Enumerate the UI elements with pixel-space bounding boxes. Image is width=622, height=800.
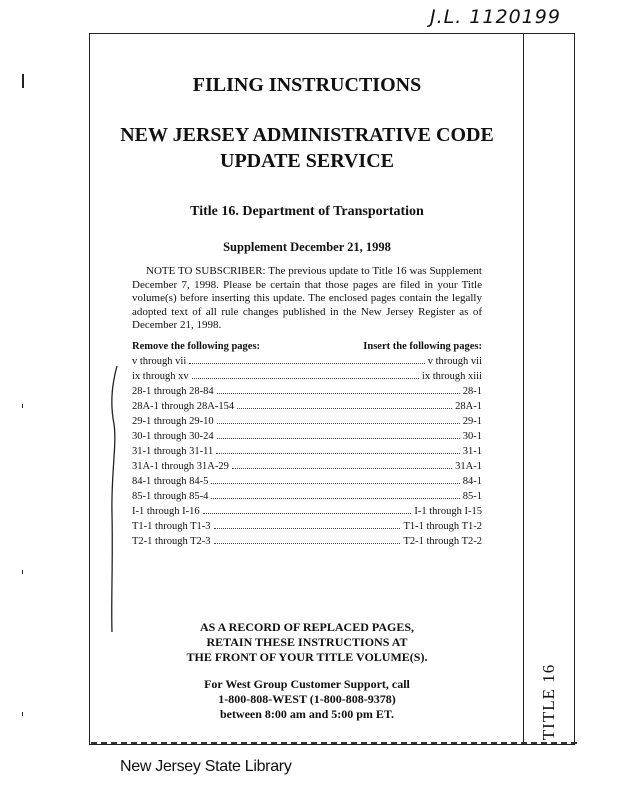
supplement-date: Supplement December 21, 1998 <box>223 240 391 254</box>
scan-speck <box>22 712 23 716</box>
dot-leader <box>203 504 412 514</box>
remove-pages: 84-1 through 84-5 <box>132 476 209 487</box>
record-notice-line: AS A RECORD OF REPLACED PAGES, <box>199 620 415 634</box>
bottom-rule <box>91 742 577 744</box>
table-row <box>132 354 482 369</box>
dot-leader <box>237 399 452 409</box>
scan-speck <box>22 570 23 574</box>
main-panel <box>90 34 524 744</box>
insert-pages: T2-1 through T2-2 <box>403 536 482 547</box>
table-row <box>132 474 482 489</box>
remove-pages: 85-1 through 85-4 <box>132 491 209 502</box>
insert-pages: 31A-1 <box>455 461 482 472</box>
page-frame <box>89 33 575 745</box>
title-line: Title 16. Department of Transportation <box>190 204 424 219</box>
table-row <box>132 399 482 414</box>
subscriber-note: NOTE TO SUBSCRIBER: The previous update to Title 16 was Supplement December 7, 1998. Please be certain that those pages are filed in your Title volume(s) before inserting this update. The enclosed pages contain the legally adopted text of all rule changes published in the New Jersey Register as of December 21, 1998. <box>132 265 482 331</box>
insert-pages: 31-1 <box>462 446 482 457</box>
library-stamp: New Jersey State Library <box>120 758 292 775</box>
remove-pages: 30-1 through 30-24 <box>132 431 214 442</box>
remove-pages: 28A-1 through 28A-154 <box>132 401 235 412</box>
remove-pages: 28-1 through 28-84 <box>132 386 214 397</box>
dot-leader <box>192 369 419 379</box>
scan-speck <box>22 404 23 408</box>
support-phone: 1-800-808-WEST (1-800-808-9378) <box>218 692 396 706</box>
dot-leader <box>217 384 460 394</box>
dot-leader <box>214 519 401 529</box>
table-row <box>132 489 482 504</box>
dot-leader <box>214 534 401 544</box>
handwritten-margin-line <box>108 364 120 634</box>
dot-leader <box>211 474 459 484</box>
table-row <box>132 369 482 384</box>
dot-leader <box>217 429 460 439</box>
tab-label: TITLE 16 <box>539 663 558 741</box>
insert-pages: 28-1 <box>462 386 482 397</box>
insert-pages: 29-1 <box>462 416 482 427</box>
table-rows <box>132 354 482 549</box>
table-row <box>132 459 482 474</box>
insert-header: Insert the following pages: <box>363 341 482 352</box>
record-notice <box>90 620 524 665</box>
support-contact <box>90 677 524 722</box>
table-row <box>132 384 482 399</box>
dot-leader <box>232 459 452 469</box>
dot-leader <box>217 414 460 424</box>
table-row <box>132 504 482 519</box>
table-row <box>132 414 482 429</box>
remove-pages: I-1 through I-16 <box>132 506 200 517</box>
handwritten-note: J.L. 1120199 <box>430 6 561 28</box>
remove-pages: ix through xv <box>132 371 189 382</box>
insert-pages: v through vii <box>427 356 482 367</box>
support-line: For West Group Customer Support, call <box>204 677 410 691</box>
insert-pages: 30-1 <box>462 431 482 442</box>
remove-pages: 31-1 through 31-11 <box>132 446 214 457</box>
insert-pages: I-1 through I-15 <box>414 506 482 517</box>
remove-pages: 29-1 through 29-10 <box>132 416 214 427</box>
insert-pages: 85-1 <box>462 491 482 502</box>
insert-pages: ix through xiii <box>421 371 482 382</box>
page-title: FILING INSTRUCTIONS <box>192 74 422 96</box>
page-subtitle <box>90 122 524 174</box>
insert-pages: T1-1 through T1-2 <box>403 521 482 532</box>
record-notice-line: RETAIN THESE INSTRUCTIONS AT <box>206 635 408 649</box>
dot-leader <box>216 444 459 454</box>
remove-pages: v through vii <box>132 356 187 367</box>
remove-pages: T1-1 through T1-3 <box>132 521 211 532</box>
subtitle-text: NEW JERSEY ADMINISTRATIVE CODE UPDATE SERVICE <box>120 124 494 172</box>
table-row <box>132 534 482 549</box>
support-hours: between 8:00 am and 5:00 pm ET. <box>219 707 395 721</box>
record-notice-line: THE FRONT OF YOUR TITLE VOLUME(S). <box>186 650 428 664</box>
page-replacement-table <box>132 340 482 549</box>
insert-pages: 28A-1 <box>455 401 482 412</box>
remove-pages: 31A-1 through 31A-29 <box>132 461 229 472</box>
table-row <box>132 444 482 459</box>
table-row <box>132 429 482 444</box>
table-row <box>132 519 482 534</box>
remove-header: Remove the following pages: <box>132 341 261 352</box>
dot-leader <box>211 489 459 499</box>
table-header <box>132 340 482 353</box>
scan-speck <box>22 74 24 88</box>
remove-pages: T2-1 through T2-3 <box>132 536 211 547</box>
insert-pages: 84-1 <box>462 476 482 487</box>
side-tab <box>524 34 574 744</box>
dot-leader <box>189 354 425 364</box>
